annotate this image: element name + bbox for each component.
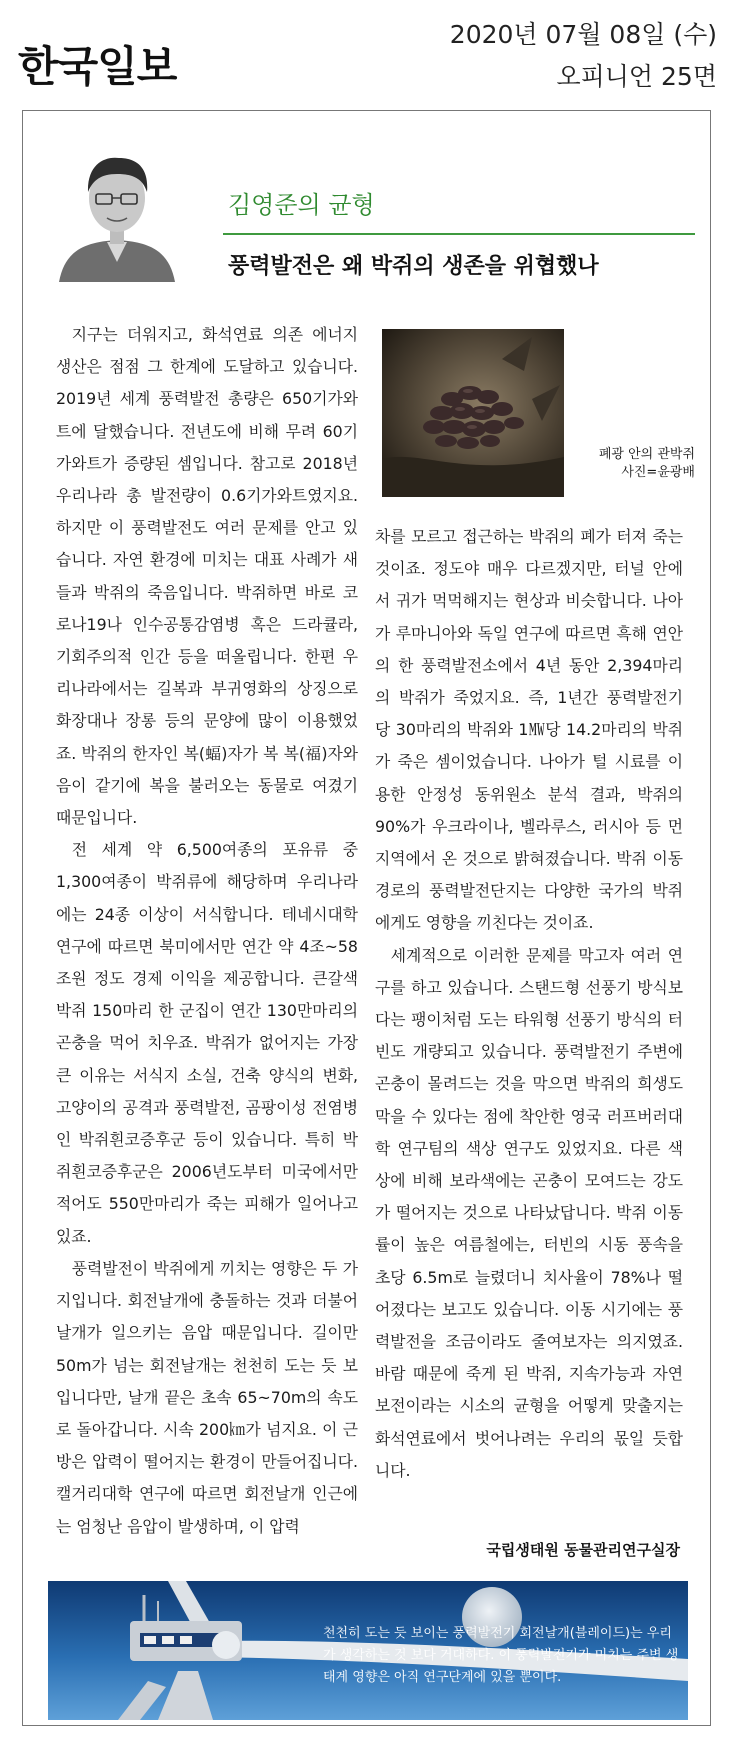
article-right-column xyxy=(375,521,683,1487)
title-rule xyxy=(223,233,695,235)
author-title: 국립생태원 동물관리연구실장 xyxy=(486,1541,680,1559)
bat-photo-caption-block xyxy=(575,446,695,482)
paragraph: 지구는 더워지고, 화석연료 의존 에너지 생산은 점점 그 한계에 도달하고 있습니다. 2019년 세계 풍력발전 총량은 650기가와트에 달했습니다. 전년도에 비해 무려 60기가와트가 증량된 셈입니다. 참고로 2018년 우리나라 총 발전량이 0.6기가와트였지요. 하지만 이 풍력발전도 여러 문제를 안고 있습니다. 자연 환경에 미치는 대표 사례가 새들과 박쥐의 죽음입니다. 박쥐하면 바로 코로나19나 인수공통감염병 혹은 드라큘라, 기회주의적 인간 등을 떠올립니다. 한편 우리나라에서는 길복과 부귀영화의 상징으로 화장대나 장롱 등의 문양에 많이 이용했었죠. 박쥐의 한자인 복(蝠)자가 복 복(福)자와 음이 같기에 복을 불러오는 동물로 여겼기 때문입니다. xyxy=(56,325,358,828)
section-page: 오피니언 25면 xyxy=(556,62,717,91)
paragraph: 세계적으로 이러한 문제를 막고자 여러 연구를 하고 있습니다. 스탠드형 선풍기 방식보다는 팽이처럼 도는 타워형 선풍기 방식의 터빈도 개량되고 있습니다. 풍력발전기 주변에 곤충이 몰려드는 것을 막으면 박쥐의 희생도 막을 수 있다는 점에 착안한 영국 러프버러대학 연구팀의 색상 연구도 있었지요. 다른 색상에 비해 보라색에는 곤충이 모여드는 강도가 떨어지는 것으로 나타났답니다. 박쥐 이동률이 높은 여름철에는, 터빈의 시동 풍속을 초당 6.5m로 늘렸더니 치사율이 78%나 떨어졌다는 보고도 있습니다. 이동 시기에는 풍력발전을 조금이라도 줄여보자는 의지였죠. 바람 때문에 죽게 된 박쥐, 지속가능과 자연보전이라는 시소의 균형을 어떻게 맞출지는 화석연료에서 벗어나려는 우리의 몫일 듯합니다. xyxy=(375,945,683,1480)
paragraph: 풍력발전이 박쥐에게 끼치는 영향은 두 가지입니다. 회전날개에 충돌하는 것과 더불어 날개가 일으키는 음압 때문입니다. 길이만 50m가 넘는 회전날개는 천천히 도는 듯 보입니다만, 날개 끝은 초속 65~70m의 속도로 돌아갑니다. 시속 200㎞가 넘지요. 이 근방은 압력이 떨어지는 환경이 만들어집니다. 캘거리대학 연구에 따르면 회전날개 인근에는 엄청난 음압이 발생하며, 이 압력 xyxy=(56,1258,358,1536)
wind-turbine-caption: 천천히 도는 듯 보이는 풍력발전기 회전날개(블레이드)는 우리가 생각하는 것 보다 거대하다. 이 풍력발전기가 미치는 주변 생태계 영향은 아직 연구단계에 있을 뿐이다. xyxy=(323,1626,679,1685)
author-portrait xyxy=(55,146,179,282)
bat-photo-credit: 사진=윤광배 xyxy=(621,465,695,480)
newspaper-logo: 한국일보 xyxy=(18,42,177,91)
bat-photo xyxy=(382,329,564,497)
bat-photo-caption: 폐광 안의 관박쥐 xyxy=(598,447,695,462)
paragraph: 차를 모르고 접근하는 박쥐의 폐가 터져 죽는 것이죠. 정도야 매우 다르겠지만, 터널 안에서 귀가 먹먹해지는 현상과 비슷합니다. 나아가 루마니아와 독일 연구에 따르면 흑해 연안의 한 풍력발전소에서 4년 동안 2,394마리의 박쥐가 죽었지요. 즉, 1년간 풍력발전기 당 30마리의 박쥐와 1㎿당 14.2마리의 박쥐가 죽은 셈이었습니다. 나아가 털 시료를 이용한 안정성 동위원소 분석 결과, 박쥐의 90%가 우크라이나, 벨라루스, 러시아 등 먼 지역에서 온 것으로 밝혀졌습니다. 박쥐 이동 경로의 풍력발전단지는 다양한 국가의 박쥐에게도 영향을 끼친다는 것이죠. xyxy=(375,527,683,933)
column-name: 김영준의 균형 xyxy=(228,191,375,219)
headline: 풍력발전은 왜 박쥐의 생존을 위협했나 xyxy=(228,253,599,279)
masthead xyxy=(0,0,731,100)
article-left-column xyxy=(56,319,358,1543)
paragraph: 전 세계 약 6,500여종의 포유류 중 1,300여종이 박쥐류에 해당하며 우리나라에는 24종 이상이 서식합니다. 테네시대학 연구에 따르면 북미에서만 연간 약 4조~58조원 정도 경제 이익을 제공합니다. 큰갈색박쥐 150마리 한 군집이 연간 130만마리의 곤충을 먹어 치우죠. 박쥐가 없어지는 가장 큰 이유는 서식지 소실, 건축 양식의 변화, 고양이의 공격과 풍력발전, 곰팡이성 전염병인 박쥐흰코증후군 등이 있습니다. 특히 박쥐흰코증후군은 2006년도부터 미국에서만 적어도 550만마리가 죽는 피해가 일어나고 있죠. xyxy=(56,840,358,1246)
article-frame xyxy=(22,110,711,1726)
publication-date: 2020년 07월 08일 (수) xyxy=(449,20,717,49)
